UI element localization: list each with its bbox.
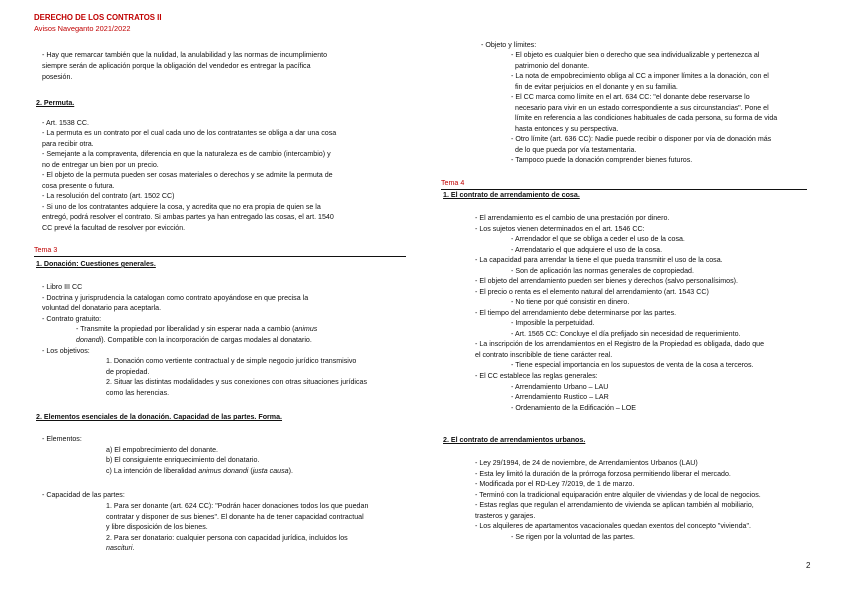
- sub-list-item: 2. Situar las distintas modalidades y sus conexiones con otras situaciones jurídicas: [106, 378, 368, 386]
- list-item: el contrato inscribible de tiene carácter real.: [475, 351, 613, 359]
- sub-list-item: de propiedad.: [106, 368, 150, 376]
- list-item: - Elementos:: [42, 435, 82, 443]
- sub-list-item: fin de evitar perjuicios en el donante y en su familia.: [515, 83, 678, 91]
- list-item: cosa presente o futura.: [42, 182, 115, 190]
- sub-list-item: - El objeto es cualquier bien o derecho que sea individualizable y pertenezca al: [511, 51, 760, 59]
- section-heading-arrendamiento: 1. El contrato de arrendamiento de cosa.: [443, 191, 580, 199]
- sub-list-item: límite en referencia a las condiciones habituales de cada persona, su forma de vida: [515, 114, 778, 122]
- sub-list-item: 1. Para ser donante (art. 624 CC): "Podrán hacer donaciones todos los que puedan: [106, 502, 369, 510]
- sub-list-item: - Arrendatario el que adquiere el uso de la cosa.: [511, 246, 663, 254]
- list-item: - Estas reglas que regulan el arrendamiento de vivienda se aplican también al mobiliario,: [475, 501, 754, 509]
- section-heading-arrendamientos-urbanos: 2. El contrato de arrendamientos urbanos.: [443, 436, 586, 444]
- sub-list-item: - Arrendamiento Rustico – LAR: [511, 393, 609, 401]
- list-item: - El precio o renta es el elemento natural del arrendamiento (art. 1543 CC): [475, 288, 709, 296]
- list-item: - El objeto de la permuta pueden ser cosas materiales o derechos y se admite la permuta de: [42, 171, 333, 179]
- list-item: - Los sujetos vienen determinados en el art. 1546 CC:: [475, 225, 645, 233]
- sub-list-item: 1. Donación como vertiente contractual y de simple negocio jurídico transmisivo: [106, 357, 357, 365]
- sub-list-item: - Ordenamiento de la Edificación – LOE: [511, 404, 636, 412]
- list-item: - El CC establece las reglas generales:: [475, 372, 598, 380]
- sub-list-item: necesario para vivir en un estado correspondiente a sus circunstancias". Pone el: [515, 104, 769, 112]
- list-item: - La permuta es un contrato por el cual cada uno de los contratantes se obliga a dar una cosa: [42, 129, 337, 137]
- list-item: CC prevé la facultad de resolver por evicción.: [42, 224, 186, 232]
- sub-list-item: - Tampoco puede la donación comprender bienes futuros.: [511, 156, 693, 164]
- list-item: - Los alquileres de apartamentos vacacionales quedan exentos del concepto "vivienda".: [475, 522, 751, 530]
- list-item: - Modificada por el RD-Ley 7/2019, de 1 de marzo.: [475, 480, 635, 488]
- list-item: - La resolución del contrato (art. 1502 CC): [42, 192, 175, 200]
- tema-4-heading: Tema 4: [441, 178, 807, 190]
- document-title: DERECHO DE LOS CONTRATOS II: [34, 13, 162, 22]
- sub-list-item: b) El consiguiente enriquecimiento del donatario.: [106, 456, 260, 464]
- sub-list-item: patrimonio del donante.: [515, 62, 590, 70]
- sub-list-item: - Arrendador el que se obliga a ceder el uso de la cosa.: [511, 235, 685, 243]
- sub-list-item: c) La intención de liberalidad animus donandi (justa causa).: [106, 467, 293, 475]
- list-item: para recibir otra.: [42, 140, 94, 148]
- sub-list-item: como las herencias.: [106, 389, 170, 397]
- list-item: - Ley 29/1994, de 24 de noviembre, de Arrendamientos Urbanos (LAU): [475, 459, 698, 467]
- paragraph-line: - Hay que remarcar también que la nulidad, la anulabilidad y las normas de incumplimiento: [42, 51, 328, 59]
- sub-list-item: donandi). Compatible con la incorporación de cargas modales al donatario.: [76, 336, 312, 344]
- list-item: - Doctrina y jurisprudencia la catalogan como contrato apoyándose en que precisa la: [42, 294, 309, 302]
- list-item: - Contrato gratuito:: [42, 315, 102, 323]
- document-subtitle: Avisos Naveganto 2021/2022: [34, 24, 131, 33]
- list-item: - Objeto y límites:: [481, 41, 537, 49]
- list-item: - El arrendamiento es el cambio de una prestación por dinero.: [475, 214, 670, 222]
- sub-list-item: de lo que pueda por vía testamentaria.: [515, 146, 637, 154]
- sub-list-item: - Se rigen por la voluntad de las partes.: [511, 533, 635, 541]
- sub-list-item: nascituri.: [106, 544, 135, 552]
- tema-3-heading: Tema 3: [34, 245, 406, 257]
- list-item: - El tiempo del arrendamiento debe determinarse por las partes.: [475, 309, 677, 317]
- list-item: - Esta ley limitó la duración de la prórroga forzosa permitiendo liberar el mercado.: [475, 470, 731, 478]
- list-item: - Terminó con la tradicional equiparación entre alquiler de viviendas y de local de negocios.: [475, 491, 761, 499]
- sub-list-item: 2. Para ser donatario: cualquier persona con capacidad jurídica, incluidos los: [106, 534, 348, 542]
- list-item: - La capacidad para arrendar la tiene el que pueda transmitir el uso de la cosa.: [475, 256, 723, 264]
- sub-list-item: - Transmite la propiedad por liberalidad y sin esperar nada a cambio (animus: [76, 325, 318, 333]
- sub-list-item: contratar y disponer de sus bienes". El donante ha de tener capacidad contractual: [106, 513, 364, 521]
- list-item: - Semejante a la compraventa, diferencia en que la naturaleza es de cambio (intercambio) y: [42, 150, 331, 158]
- list-item: - La inscripción de los arrendamientos en el Registro de la Propiedad es obligada, dado que: [475, 340, 765, 348]
- sub-list-item: - El CC marca como límite en el art. 634 CC: "el donante debe reservarse lo: [511, 93, 750, 101]
- sub-list-item: - La nota de empobrecimiento obliga al CC a imponer límites a la donación, con el: [511, 72, 769, 80]
- sub-list-item: - Imposible la perpetuidad.: [511, 319, 595, 327]
- section-heading-permuta: 2. Permuta.: [36, 99, 75, 107]
- sub-list-item: hasta entonces y su perspectiva.: [515, 125, 619, 133]
- sub-list-item: - Otro límite (art. 636 CC): Nadie puede recibir o disponer por vía de donación más: [511, 135, 772, 143]
- sub-list-item: - Art. 1565 CC: Concluye el día prefijado sin necesidad de requerimiento.: [511, 330, 741, 338]
- paragraph-line: posesión.: [42, 73, 73, 81]
- paragraph-line: siempre serán de aplicación porque la obligación del vendedor es entregar la pacífica: [42, 62, 311, 70]
- sub-list-item: a) El empobrecimiento del donante.: [106, 446, 218, 454]
- list-item: trasteros y garajes.: [475, 512, 536, 520]
- list-item: - Capacidad de las partes:: [42, 491, 125, 499]
- sub-list-item: y libre disposición de los bienes.: [106, 523, 208, 531]
- list-item: entregó, podrá resolver el contrato. Si ambas partes ya han entregado las cosas, el art. 1540: [42, 213, 334, 221]
- sub-list-item: - Son de aplicación las normas generales de copropiedad.: [511, 267, 694, 275]
- sub-list-item: - Tiene especial importancia en los supuestos de venta de la cosa a terceros.: [511, 361, 754, 369]
- sub-list-item: - Arrendamiento Urbano – LAU: [511, 383, 609, 391]
- sub-list-item: - No tiene por qué consistir en dinero.: [511, 298, 630, 306]
- list-item: - Libro III CC: [42, 283, 83, 291]
- list-item: - El objeto del arrendamiento pueden ser bienes y derechos (salvo personalísimos).: [475, 277, 739, 285]
- list-item: voluntad del donatario para aceptarla.: [42, 304, 162, 312]
- section-heading-donacion: 1. Donación: Cuestiones generales.: [36, 260, 156, 268]
- list-item: no de entregar un bien por un precio.: [42, 161, 159, 169]
- list-item: - Si uno de los contratantes adquiere la cosa, y acredita que no era propia de quien se la: [42, 203, 321, 211]
- section-heading-elementos: 2. Elementos esenciales de la donación. Capacidad de las partes. Forma.: [36, 413, 283, 421]
- list-item: - Los objetivos:: [42, 347, 90, 355]
- list-item: - Art. 1538 CC.: [42, 119, 89, 127]
- page-number: 2: [806, 561, 811, 570]
